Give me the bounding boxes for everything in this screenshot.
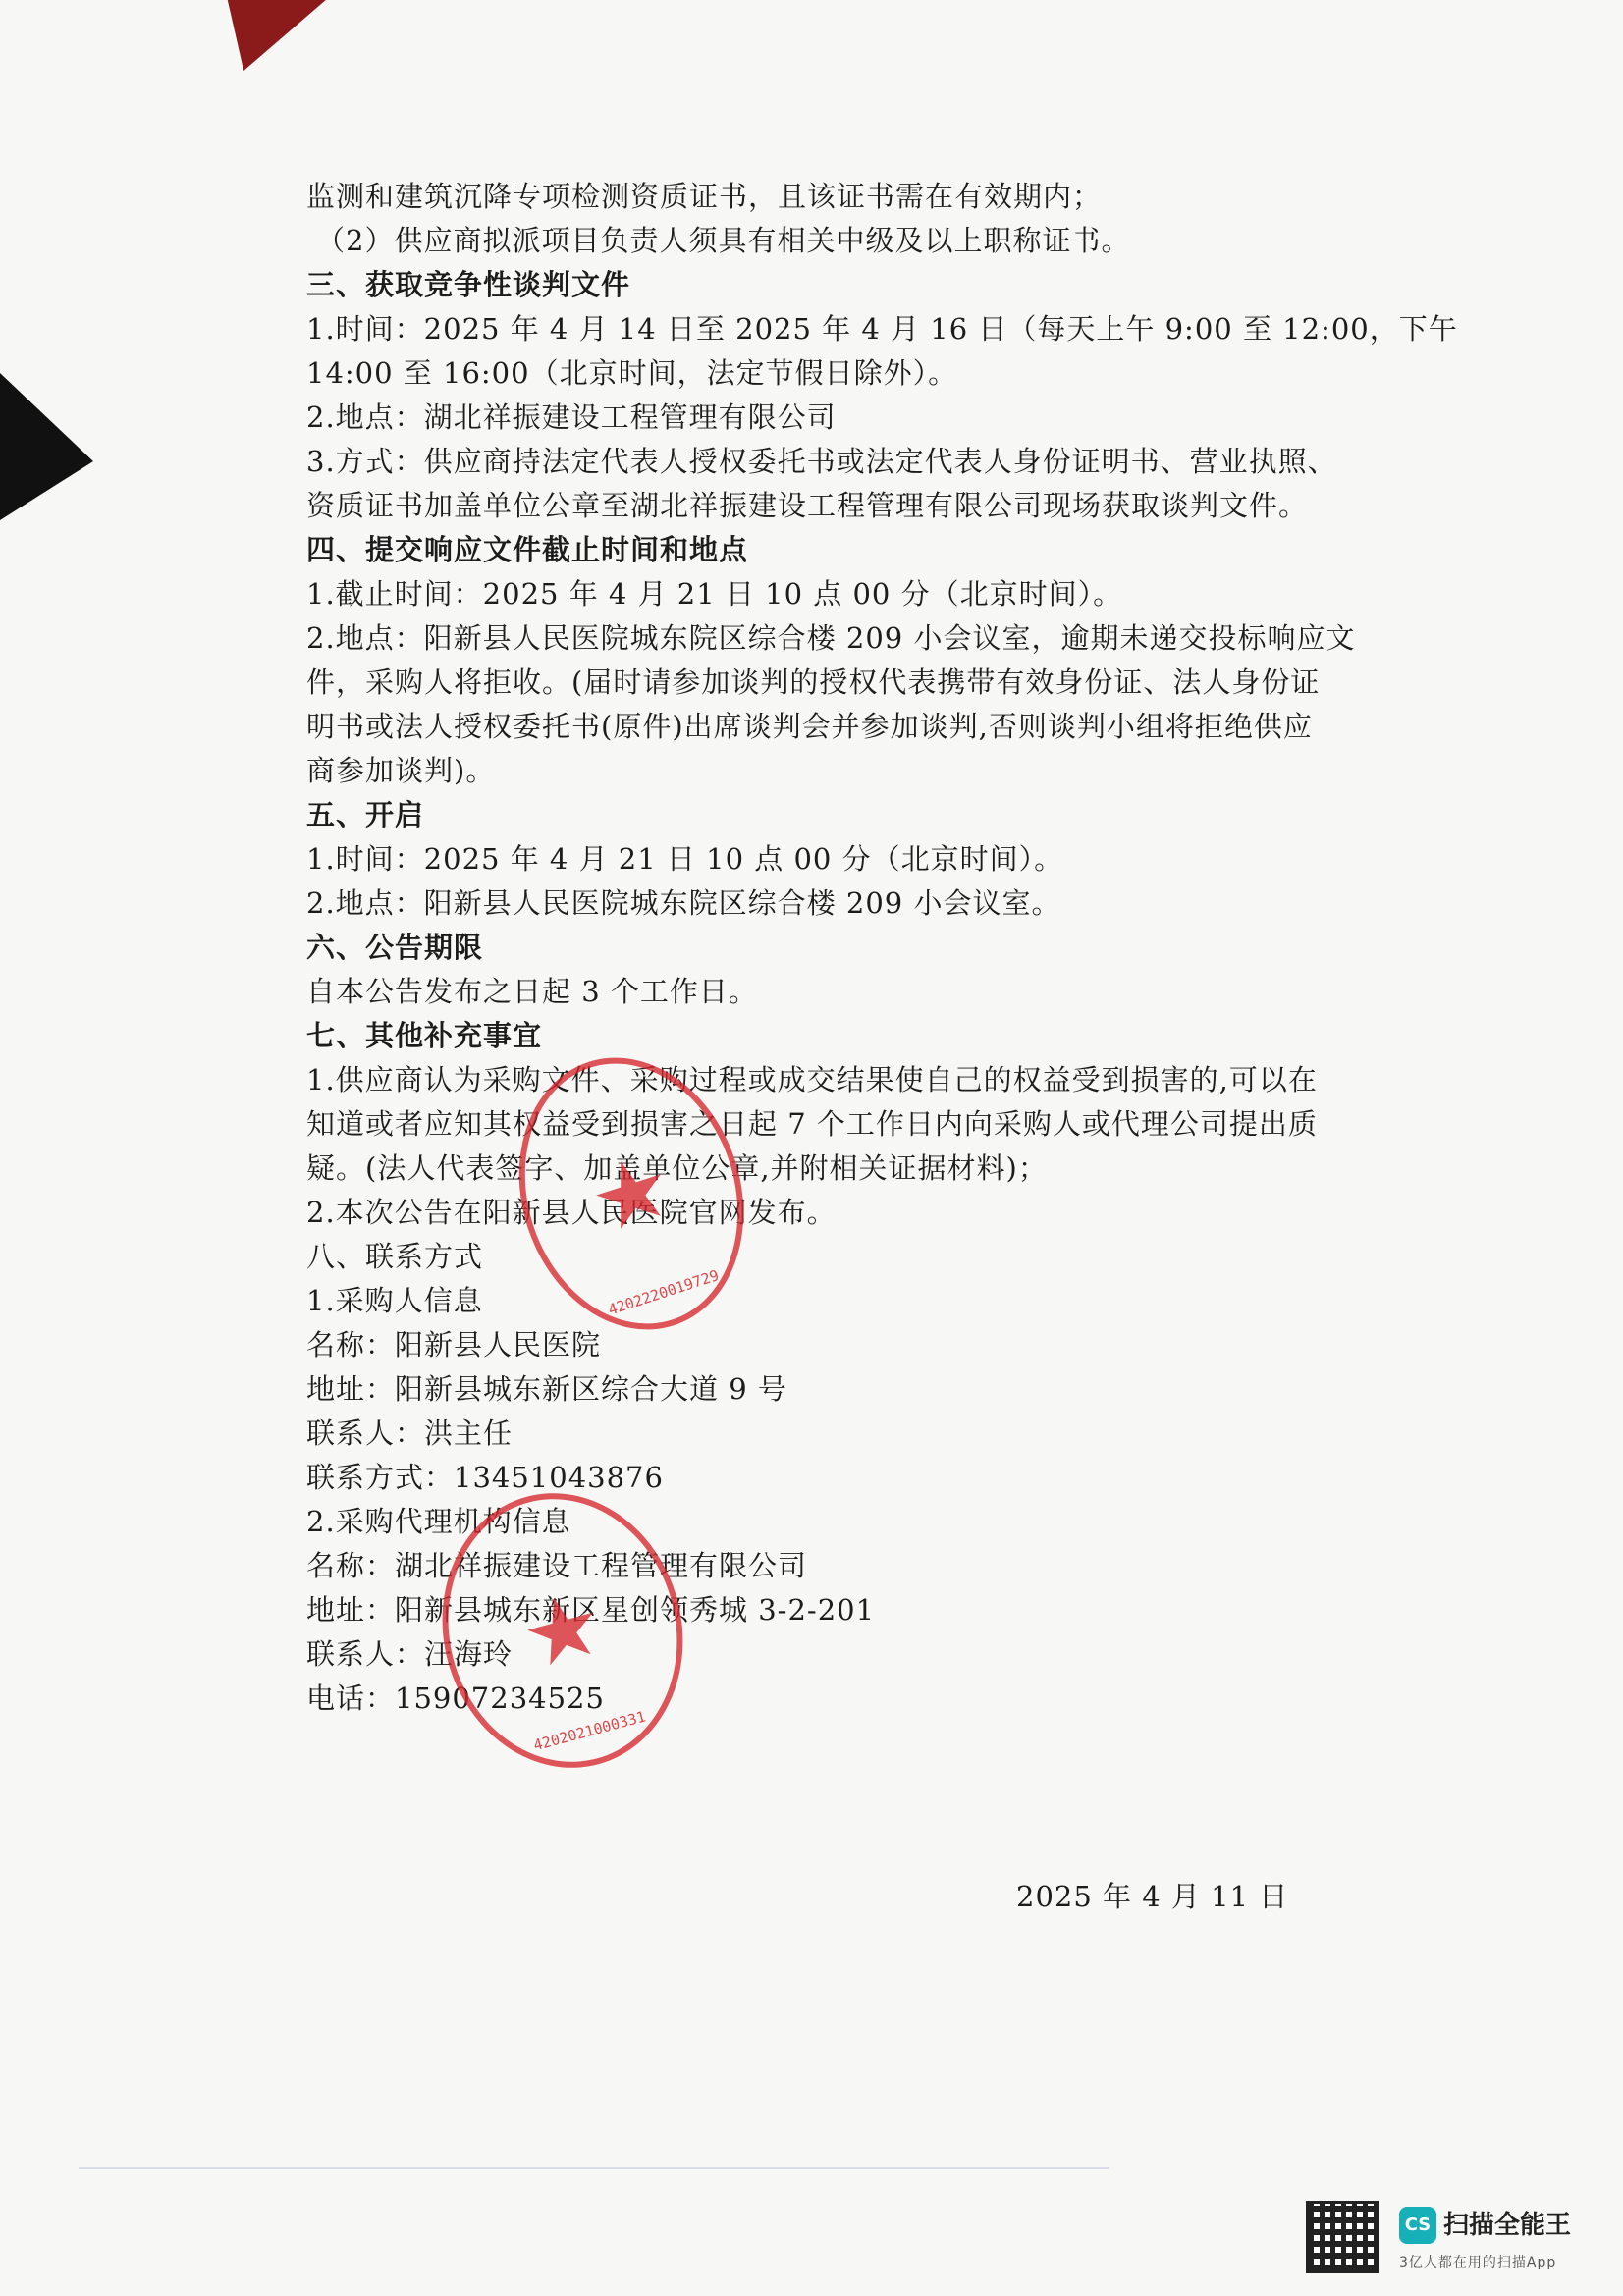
- text-line: 3.方式：供应商持法定代表人授权委托书或法定代表人身份证明书、营业执照、: [306, 445, 1337, 478]
- text-line: 件，采购人将拒收。(届时请参加谈判的授权代表携带有效身份证、法人身份证: [306, 666, 1321, 699]
- seal-star-icon: ★: [577, 1132, 685, 1255]
- text-line: （2）供应商拟派项目负责人须具有相关中级及以上职称证书。: [316, 224, 1131, 257]
- watermark-app-name: 扫描全能王: [1443, 2211, 1572, 2240]
- text-line: 自本公告发布之日起 3 个工作日。: [306, 975, 758, 1008]
- text-line: 地址：阳新县城东新区综合大道 9 号: [306, 1372, 787, 1406]
- section-heading: 七、其他补充事宜: [306, 1019, 543, 1052]
- text-line: 14:00 至 16:00（北京时间，法定节假日除外）。: [306, 356, 958, 390]
- text-line: 名称：湖北祥振建设工程管理有限公司: [306, 1549, 808, 1582]
- document-body: [306, 175, 1458, 1721]
- scan-corner-shadow-top: [194, 0, 326, 71]
- qr-code-icon: [1306, 2201, 1379, 2273]
- text-line: 2.采购代理机构信息: [306, 1505, 571, 1538]
- text-line: 1.时间：2025 年 4 月 21 日 10 点 00 分（北京时间）。: [306, 842, 1064, 876]
- text-line: 1.时间：2025 年 4 月 14 日至 2025 年 4 月 16 日（每天上午 9:00 至 12:00，下午: [306, 312, 1458, 346]
- seal-star-icon: ★: [511, 1570, 615, 1691]
- document-date: 2025 年 4 月 11 日: [1016, 1880, 1289, 1913]
- text-line: 八、联系方式: [306, 1240, 484, 1273]
- text-line: 联系方式：13451043876: [306, 1461, 664, 1494]
- section-heading: 四、提交响应文件截止时间和地点: [306, 533, 749, 566]
- section-heading: 三、获取竞争性谈判文件: [306, 268, 631, 301]
- page-bottom-rule: [79, 2167, 1109, 2169]
- text-line: 联系人：汪海玲: [306, 1637, 514, 1671]
- section-heading: 六、公告期限: [306, 931, 484, 964]
- text-line: 2.地点：湖北祥振建设工程管理有限公司: [306, 400, 837, 434]
- text-line: 监测和建筑沉降专项检测资质证书，且该证书需在有效期内；: [306, 180, 1103, 213]
- seal-number: 4202220019729: [606, 1266, 722, 1319]
- text-line: 2.本次公告在阳新县人民医院官网发布。: [306, 1196, 837, 1229]
- scanner-watermark: [1306, 2201, 1600, 2279]
- text-line: 2.地点：阳新县人民医院城东院区综合楼 209 小会议室，逾期未递交投标响应文: [306, 621, 1356, 655]
- text-line: 资质证书加盖单位公章至湖北祥振建设工程管理有限公司现场获取谈判文件。: [306, 489, 1309, 522]
- text-line: 明书或法人授权委托书(原件)出席谈判会并参加谈判,否则谈判小组将拒绝供应: [306, 710, 1313, 743]
- text-line: 商参加谈判)。: [306, 754, 496, 787]
- text-line: 2.地点：阳新县人民医院城东院区综合楼 209 小会议室。: [306, 886, 1061, 920]
- text-line: 地址：阳新县城东新区星创领秀城 3-2-201: [306, 1593, 876, 1627]
- text-line: 知道或者应知其权益受到损害之日起 7 个工作日内向采购人或代理公司提出质: [306, 1107, 1318, 1141]
- scan-corner-shadow-left: [0, 373, 93, 520]
- text-line: 疑。(法人代表签字、加盖单位公章,并附相关证据材料)；: [306, 1151, 1048, 1185]
- text-line: 1.采购人信息: [306, 1284, 483, 1317]
- text-line: 1.供应商认为采购文件、采购过程或成交结果使自己的权益受到损害的,可以在: [306, 1063, 1318, 1096]
- camscanner-logo-icon: CS: [1399, 2207, 1436, 2244]
- seal-number: 4202021000331: [531, 1707, 648, 1755]
- watermark-tagline: 3亿人都在用的扫描App: [1399, 2255, 1557, 2270]
- text-line: 电话：15907234525: [306, 1682, 605, 1715]
- text-line: 联系人：洪主任: [306, 1416, 514, 1450]
- section-heading: 五、开启: [306, 798, 425, 831]
- text-line: 名称：阳新县人民医院: [306, 1328, 602, 1362]
- text-line: 1.截止时间：2025 年 4 月 21 日 10 点 00 分（北京时间）。: [306, 577, 1123, 611]
